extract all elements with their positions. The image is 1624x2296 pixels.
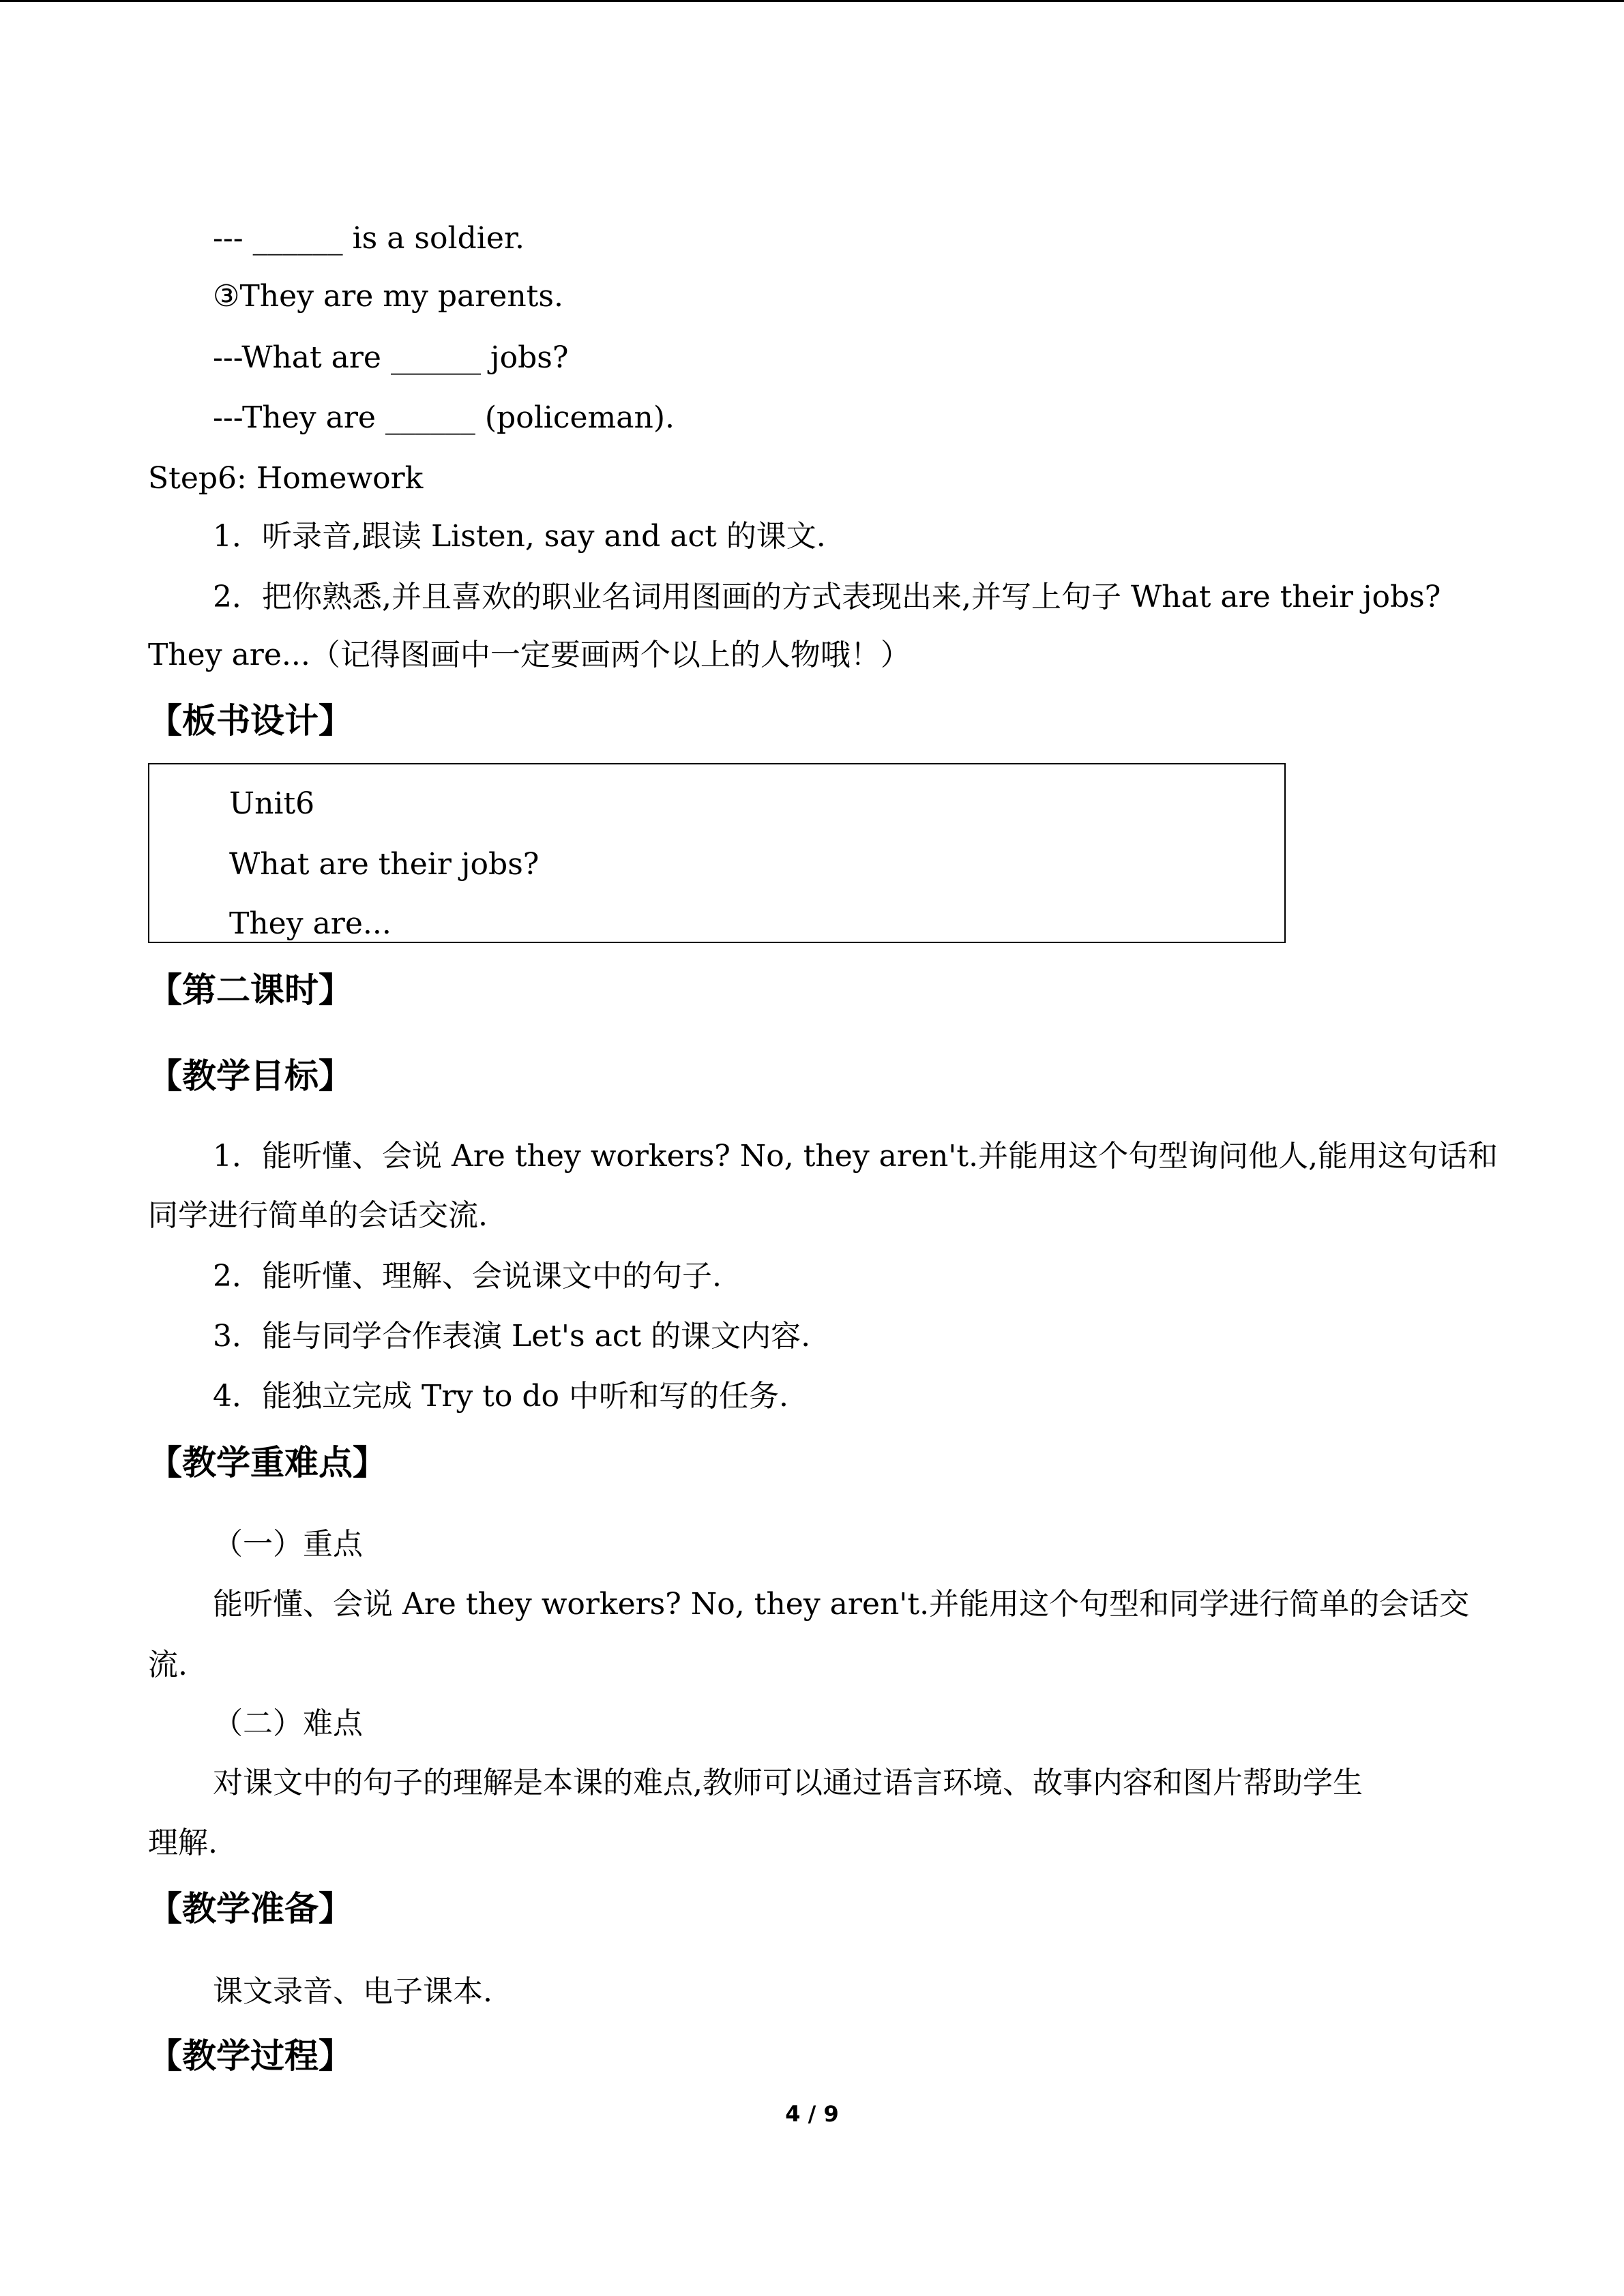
objective-item-1-continued: 同学进行简单的会话交流.	[148, 1198, 488, 1233]
objective-item-1: 1．能听懂、会说 Are they workers? No, they aren't.并能用这个句型询问他人,能用这句话和	[213, 1139, 1498, 1174]
board-line-unit: Unit6	[229, 786, 315, 821]
lesson2-heading: 【第二课时】	[148, 970, 353, 1010]
page-number: 4 / 9	[785, 2101, 839, 2127]
homework-item-2: 2．把你熟悉,并且喜欢的职业名词用图画的方式表现出来,并写上句子 What are their jobs?	[213, 580, 1441, 614]
board-design-box	[148, 763, 1286, 943]
difficulty-text-continued: 理解.	[148, 1825, 218, 1860]
key-points-heading: 【教学重难点】	[148, 1443, 387, 1482]
homework-item-1: 1．听录音,跟读 Listen, say and act 的课文.	[213, 519, 826, 554]
objective-item-3: 3．能与同学合作表演 Let's act 的课文内容.	[213, 1319, 811, 1354]
key-point-subheading: （一）重点	[213, 1527, 363, 1562]
board-line-answer: They are...	[229, 906, 392, 941]
top-rule	[0, 0, 1624, 2]
board-line-question: What are their jobs?	[229, 847, 540, 882]
homework-item-2-continued: They are...（记得图画中一定要画两个以上的人物哦！）	[148, 638, 911, 672]
key-point-text-continued: 流.	[148, 1648, 188, 1682]
process-heading: 【教学过程】	[148, 2036, 353, 2076]
preparation-text: 课文录音、电子课本.	[213, 1974, 492, 2009]
exercise-line-4: ---They are ______ (policeman).	[213, 400, 675, 435]
objectives-heading: 【教学目标】	[148, 1056, 353, 1096]
exercise-line-1: --- ______ is a soldier.	[213, 221, 525, 256]
difficulty-subheading: （二）难点	[213, 1706, 363, 1741]
exercise-line-3: ---What are ______ jobs?	[213, 340, 569, 375]
key-point-text: 能听懂、会说 Are they workers? No, they aren't.并能用这个句型和同学进行简单的会话交	[213, 1587, 1470, 1622]
preparation-heading: 【教学准备】	[148, 1889, 353, 1928]
difficulty-text: 对课文中的句子的理解是本课的难点,教师可以通过语言环境、故事内容和图片帮助学生	[213, 1765, 1363, 1800]
board-design-heading: 【板书设计】	[148, 701, 353, 741]
objective-item-2: 2．能听懂、理解、会说课文中的句子.	[213, 1259, 722, 1294]
step6-label: Step6: Homework	[148, 461, 424, 496]
exercise-line-2: ③They are my parents.	[213, 279, 563, 314]
objective-item-4: 4．能独立完成 Try to do 中听和写的任务.	[213, 1379, 788, 1414]
